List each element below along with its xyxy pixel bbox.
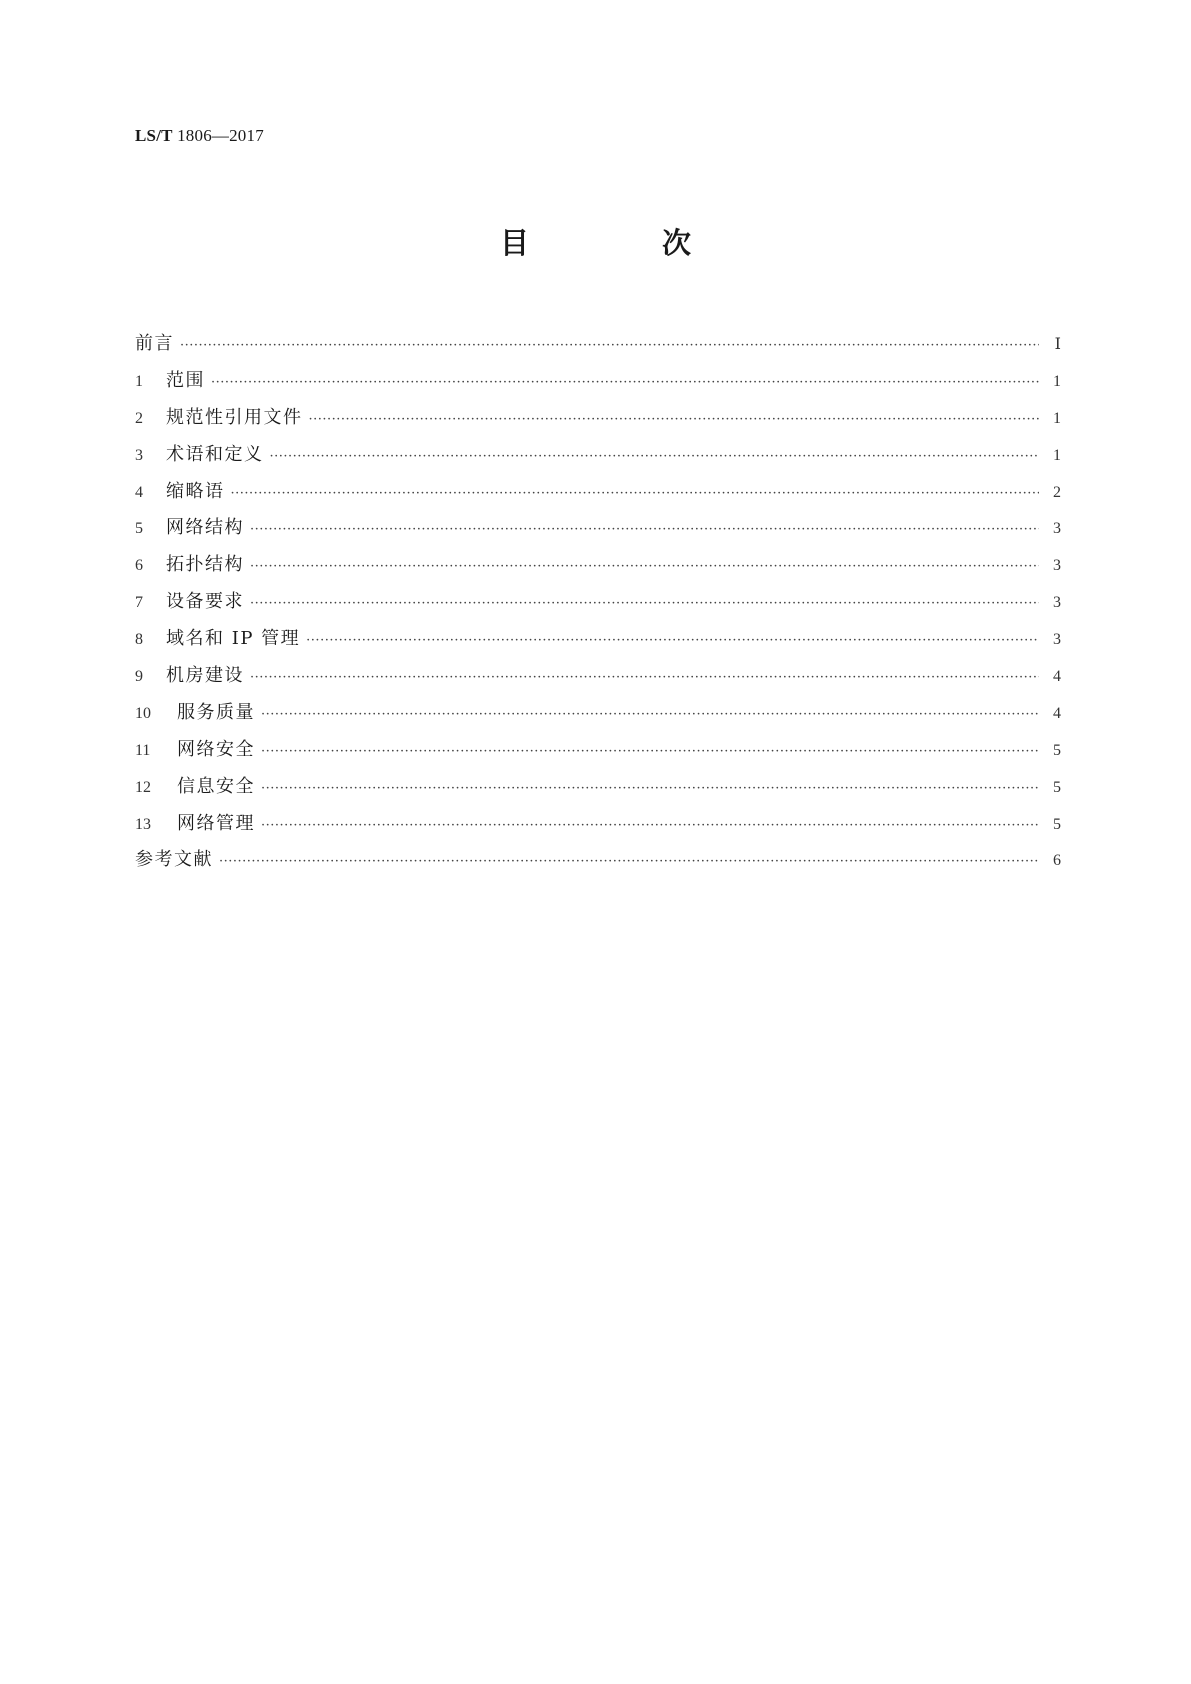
- toc-entry-label: 前言: [135, 333, 174, 354]
- toc-entry-label: 设备要求: [166, 591, 244, 613]
- toc-entry-13[interactable]: [135, 806, 1061, 843]
- toc-entry-page: 1: [1053, 409, 1061, 427]
- toc-entry-2[interactable]: [135, 400, 1061, 437]
- toc-dot-leader: [309, 402, 1040, 439]
- toc-entry-9[interactable]: [135, 658, 1061, 695]
- toc-entry-label: 网络安全: [177, 738, 255, 760]
- toc-entry-5[interactable]: [135, 510, 1061, 547]
- toc-entry-page: 1: [1053, 372, 1061, 390]
- toc-entry-11[interactable]: [135, 732, 1061, 769]
- toc-entry-page: 3: [1053, 594, 1061, 612]
- toc-dot-leader: [306, 623, 1039, 660]
- toc-entry-page: 5: [1053, 778, 1061, 796]
- toc-entry-label: 网络管理: [177, 812, 255, 834]
- toc-entry-foreword[interactable]: [135, 326, 1061, 363]
- toc-entry-6[interactable]: [135, 547, 1061, 584]
- toc-entry-number: 2: [135, 409, 143, 427]
- page-title: 目 次: [499, 226, 743, 260]
- toc-entry-number: 12: [135, 778, 151, 796]
- standard-code: [135, 126, 264, 146]
- toc-entry-10[interactable]: [135, 695, 1061, 732]
- toc-entry-number: 1: [135, 372, 143, 390]
- toc-entry-label: 域名和 IP 管理: [166, 628, 301, 650]
- toc-dot-leader: [261, 697, 1039, 734]
- toc-entry-label: 服务质量: [177, 701, 255, 723]
- toc-entry-label: 网络结构: [166, 517, 244, 539]
- toc-entry-page: 2: [1053, 483, 1061, 501]
- table-of-contents: [135, 326, 1061, 879]
- toc-entry-page: 1: [1053, 446, 1061, 464]
- toc-dot-leader: [231, 476, 1040, 513]
- toc-dot-leader: [250, 549, 1039, 586]
- toc-entry-page: 6: [1053, 852, 1061, 870]
- toc-entry-label: 拓扑结构: [166, 554, 244, 576]
- toc-entry-label: 规范性引用文件: [166, 406, 303, 428]
- toc-entry-page: 5: [1053, 815, 1061, 833]
- toc-entry-number: 9: [135, 668, 143, 686]
- toc-entry-number: 10: [135, 704, 151, 722]
- toc-entry-label: 机房建设: [166, 665, 244, 687]
- toc-dot-leader: [250, 660, 1039, 697]
- toc-entry-number: 11: [135, 741, 151, 759]
- toc-entry-number: 4: [135, 483, 143, 501]
- toc-entry-3[interactable]: [135, 437, 1061, 474]
- toc-entry-4[interactable]: [135, 474, 1061, 511]
- toc-entry-bibliography[interactable]: [135, 842, 1061, 879]
- toc-entry-label: 缩略语: [166, 480, 225, 502]
- toc-dot-leader: [261, 808, 1039, 845]
- toc-entry-page: 3: [1053, 557, 1061, 575]
- toc-entry-number: 3: [135, 446, 143, 464]
- toc-entry-12[interactable]: [135, 769, 1061, 806]
- toc-entry-label: 参考文献: [135, 849, 213, 871]
- toc-dot-leader: [261, 734, 1039, 771]
- toc-entry-1[interactable]: [135, 363, 1061, 400]
- toc-entry-page: 4: [1053, 704, 1061, 722]
- toc-entry-page: Ⅰ: [1054, 336, 1061, 353]
- toc-entry-page: 3: [1053, 631, 1061, 649]
- toc-entry-8[interactable]: [135, 621, 1061, 658]
- toc-entry-number: 7: [135, 594, 143, 612]
- toc-dot-leader: [261, 771, 1039, 808]
- toc-dot-leader: [250, 586, 1039, 623]
- toc-entry-label: 范围: [166, 369, 205, 391]
- toc-entry-page: 4: [1053, 668, 1061, 686]
- standard-series: LS/T: [135, 126, 173, 145]
- toc-entry-number: 5: [135, 520, 143, 538]
- toc-dot-leader: [270, 439, 1040, 476]
- toc-entry-number: 6: [135, 557, 143, 575]
- toc-entry-page: 3: [1053, 520, 1061, 538]
- toc-entry-number: 8: [135, 631, 143, 649]
- toc-entry-label: 信息安全: [177, 775, 255, 797]
- toc-dot-leader: [180, 328, 1039, 365]
- toc-dot-leader: [219, 844, 1039, 881]
- toc-dot-leader: [211, 365, 1039, 402]
- toc-entry-label: 术语和定义: [166, 443, 264, 465]
- toc-entry-number: 13: [135, 815, 151, 833]
- toc-entry-7[interactable]: [135, 584, 1061, 621]
- toc-dot-leader: [250, 512, 1039, 549]
- standard-number: 1806—2017: [177, 126, 264, 145]
- toc-entry-page: 5: [1053, 741, 1061, 759]
